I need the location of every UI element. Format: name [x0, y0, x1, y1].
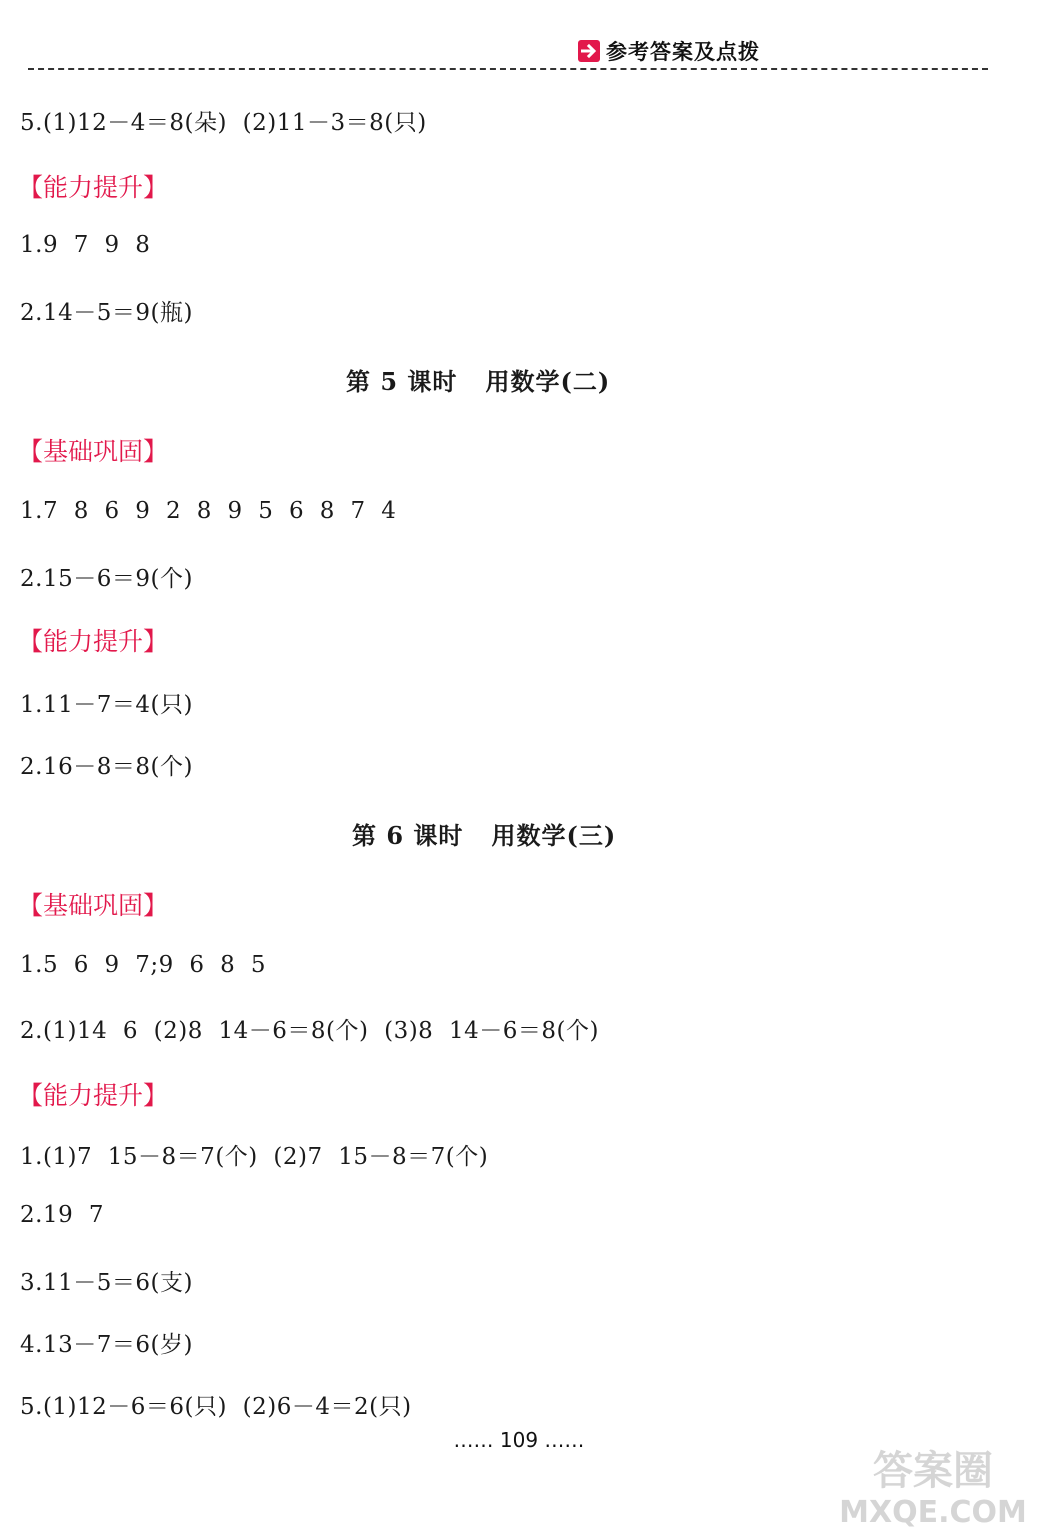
answer-line: 4.13－7＝6(岁) [20, 1332, 193, 1358]
answer-line: 1.7 8 6 9 2 8 9 5 6 8 7 4 [20, 498, 397, 524]
answer-line: 5.(1)12－6＝6(只) (2)6－4＝2(只) [20, 1394, 412, 1420]
page-header [578, 36, 760, 66]
answer-line: 5.(1)12－4＝8(朵) (2)11－3＝8(只) [20, 110, 427, 136]
section-label-basics: 【基础巩固】 [18, 891, 169, 920]
section-label-ability: 【能力提升】 [18, 173, 169, 202]
watermark-text-bottom: MXQE.COM [839, 1495, 1027, 1528]
answer-line: 1.11－7＝4(只) [20, 692, 193, 718]
answer-line: 1.5 6 9 7;9 6 8 5 [20, 952, 266, 978]
watermark-logo [838, 1438, 1028, 1528]
arrow-right-icon [578, 40, 600, 62]
answer-line: 2.16－8＝8(个) [20, 754, 193, 780]
answer-line: 2.19 7 [20, 1202, 104, 1228]
section-label-basics: 【基础巩固】 [18, 437, 169, 466]
section-label-ability: 【能力提升】 [18, 627, 169, 656]
answer-line: 2.14－5＝9(瓶) [20, 300, 193, 326]
watermark-text-top: 答案圈 [873, 1448, 993, 1494]
answer-line: 2.(1)14 6 (2)8 14－6＝8(个) (3)8 14－6＝8(个) [20, 1018, 599, 1044]
section-label-ability: 【能力提升】 [18, 1081, 169, 1110]
answer-line: 3.11－5＝6(支) [20, 1270, 193, 1296]
answer-line: 1.9 7 9 8 [20, 232, 151, 258]
answer-line: 2.15－6＝9(个) [20, 566, 193, 592]
lesson-title: 第 6 课时 用数学(三) [352, 821, 617, 850]
page-number: …… 109 …… [453, 1428, 585, 1452]
answer-line: 1.(1)7 15－8＝7(个) (2)7 15－8＝7(个) [20, 1144, 489, 1170]
lesson-title: 第 5 课时 用数学(二) [346, 367, 611, 396]
header-title: 参考答案及点拨 [606, 40, 760, 64]
header-divider [28, 68, 988, 70]
